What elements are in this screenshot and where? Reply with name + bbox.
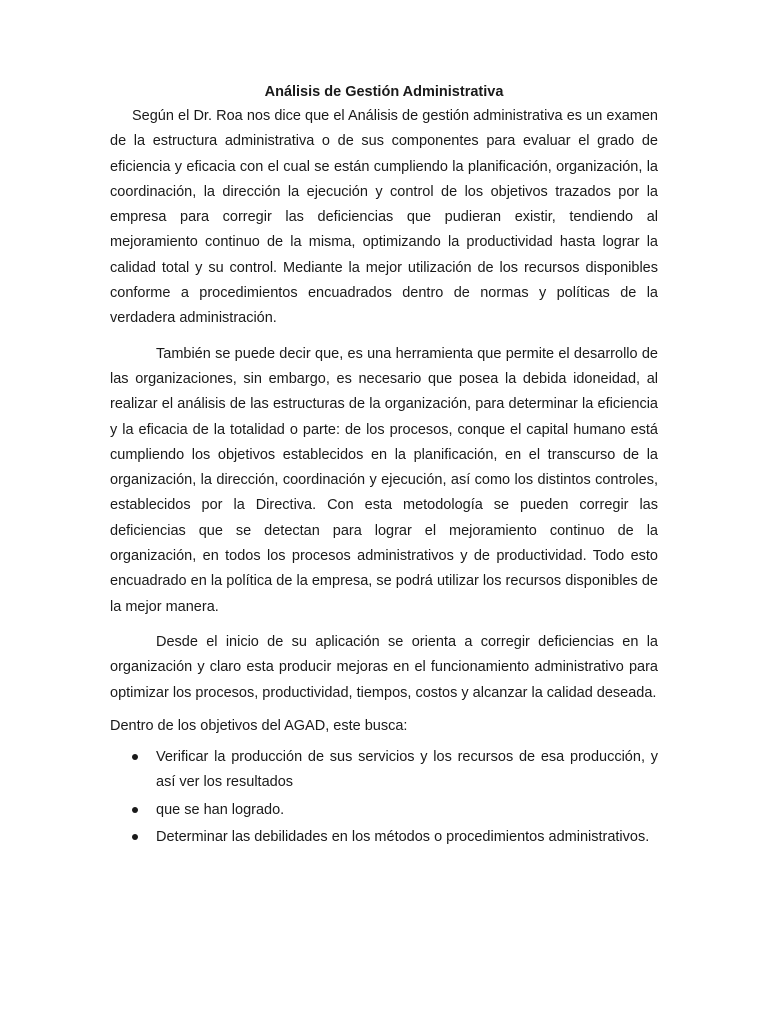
list-item: [110, 798, 658, 823]
bullet-icon: [132, 834, 138, 840]
bullet-icon: [132, 807, 138, 813]
list-item: [110, 825, 658, 850]
document-title: Análisis de Gestión Administrativa: [264, 84, 504, 100]
paragraph-3: Desde el inicio de su aplicación se orienta a corregir deficiencias en la organización y claro esta producir mejoras en el funcionamiento administrativo para optimizar los procesos, productividad, tiempos, costos y alcanzar la calidad deseada.: [110, 633, 658, 701]
paragraph-1: Según el Dr. Roa nos dice que el Análisis de gestión administrativa es un examen de la estructura administrativa o de sus componentes para evaluar el grado de eficiencia y eficacia con el cual se están cumpliendo la planificación, organización, la coordinación, la dirección la ejecución y control de los objetivos trazados por la empresa para corregir las deficiencias que pudieran existir, tendiendo al mejoramiento continuo de la misma, optimizando la productividad hasta lograr la calidad total y su control. Mediante la mejor utilización de los recursos disponibles conforme a procedimientos encuadrados dentro de normas y políticas de la verdadera administración.: [110, 108, 658, 327]
list-item: [110, 745, 658, 796]
paragraph-4: Dentro de los objetivos del AGAD, este busca:: [110, 717, 408, 734]
document-page: [110, 80, 658, 850]
objectives-list: [110, 745, 658, 850]
list-item-text: que se han logrado.: [156, 801, 285, 818]
list-item-text: Determinar las debilidades en los métodos o procedimientos administrativos.: [156, 829, 650, 846]
paragraph-2: También se puede decir que, es una herramienta que permite el desarrollo de las organizaciones, sin embargo, es necesario que posea la debida idoneidad, al realizar el análisis de las estructuras de la organización, para determinar la eficiencia y la eficacia de la totalidad o parte: de los procesos, conque el capital humano está cumpliendo los objetivos establecidos en la planificación, en el transcurso de la organización, la dirección, coordinación y ejecución, así como los distintos controles, establecidos por la Directiva. Con esta metodología se pueden corregir las deficiencias que se detectan para lograr el mejoramiento continuo de la organización, en todos los procesos administrativos y de productividad. Todo esto encuadrado en la política de la empresa, se podrá utilizar los recursos disponibles de la mejor manera.: [110, 345, 658, 615]
bullet-icon: [132, 754, 138, 760]
list-item-text: Verificar la producción de sus servicios y los recursos de esa producción, y así ver los resultados: [156, 749, 658, 791]
